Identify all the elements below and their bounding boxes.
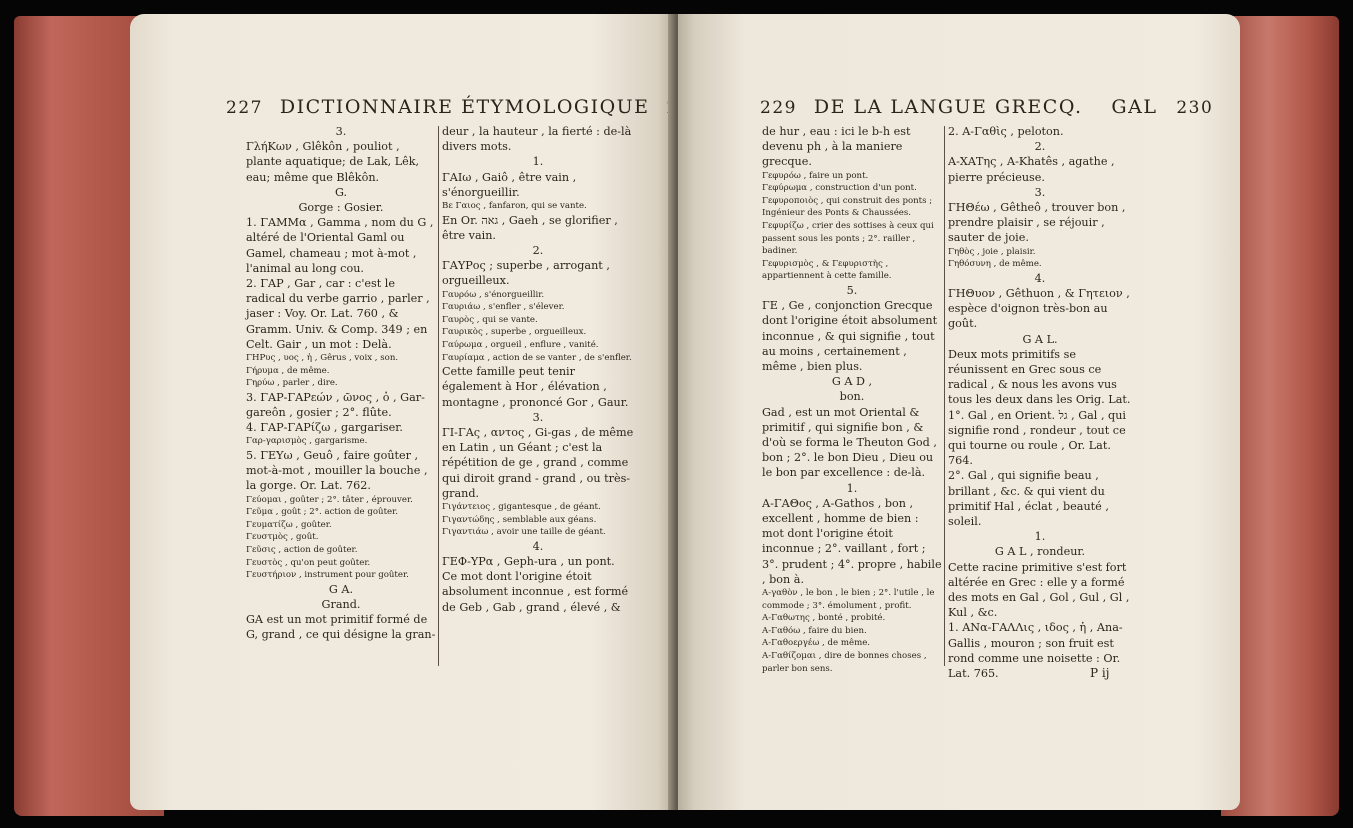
entry-text: Cette famille peut tenir également à Hor , élévation , montagne , prononcé Gor , Gaur. — [442, 365, 629, 409]
text-column — [948, 124, 1132, 681]
section-heading: 5. — [846, 283, 858, 297]
column-rule — [944, 126, 945, 666]
section-heading: 1. — [846, 481, 858, 495]
derived-entry: Α-Γαθόω , faire du bien. — [762, 625, 867, 636]
entry-text: 2. Α-Γαθὶς , peloton. — [948, 125, 1064, 138]
derived-entry: Γευστμὸς , goût. — [246, 532, 319, 543]
derived-entry: Γεφυροποιὸς , qui construit des ponts ; Ingénieur des Ponts & Chaussées. — [762, 195, 933, 219]
derived-entry: Γευστὸς , qu'on peut goûter. — [246, 557, 371, 568]
running-title: DICTIONNAIRE ÉTYMOLOGIQUE — [279, 96, 650, 118]
derived-entry: Α-Γαθοεργέω , de même. — [762, 638, 871, 649]
derived-entry: Γευματίζω , goûter. — [246, 519, 332, 530]
entry-text: Cette racine primitive s'est fort altérée en Grec : elle y a formé des mots en Gal , Gol , Gul , Gl , Kul , &c. — [948, 560, 1130, 620]
derived-entry: Γεφυρισμὸς , & Γεφυριστὴς , appartiennent à cette famille. — [762, 258, 892, 282]
derived-entry: Γαυριάω , s'enfler , s'élever. — [442, 302, 565, 313]
entry-text: Gad , est un mot Oriental & primitif , qui signifie bon , & d'où se forma le Theuton God , bon ; 2°. le bon Dieu , Dieu ou le bon par excellence : de-là. — [762, 405, 937, 480]
section-heading: 1. — [532, 155, 544, 169]
section-heading: 3. — [335, 125, 347, 138]
entry-text: 1°. Gal , en Orient. גל , Gal , qui signifie rond , rondeur , tout ce qui tourne ou roule , Or. Lat. 764. — [948, 408, 1126, 468]
entry-text: 4. ΓΑΡ-ΓΑΡίζω , gargariser. — [246, 421, 403, 435]
page-number: 229 — [760, 98, 797, 118]
derived-entry: Γεῦμα , goût ; 2°. action de goûter. — [246, 507, 399, 518]
derived-entry: Γιγαντιάω , avoir une taille de géant. — [442, 527, 606, 538]
right-page — [678, 14, 1240, 810]
entry-text: de hur , eau : ici le b-h est devenu ph , à la maniere grecque. — [762, 125, 911, 169]
entry-text: Ce mot dont l'origine étoit absolument inconnue , est formé de Geb , Gab , grand , élevé , & — [442, 570, 629, 614]
entry-text: GA est un mot primitif formé de G, grand , ce qui désigne la gran- — [246, 613, 436, 642]
text-column — [762, 124, 942, 675]
derived-entry: Γεφυρίζω , crier des sottises à ceux qui passent sous les ponts ; 2°. railler , badiner. — [762, 220, 934, 257]
derived-entry: Γαυρόω , s'énorgueillir. — [442, 289, 545, 300]
text-column — [246, 124, 436, 643]
running-head-left — [226, 96, 703, 118]
derived-entry: Γεφύρωμα , construction d'un pont. — [762, 183, 917, 194]
entry-text: 1. ΑΝα-ΓΑΛΛις , ιδος , ἡ , Ana-Gallis , mouron ; son fruit est rond comme une noisette : Or. Lat. 765. — [948, 621, 1123, 681]
section-heading: G A D , — [831, 375, 873, 389]
entry-text: 3. ΓΑΡ-ΓΑΡεών , ῶνος , ὁ , Gar-gareôn , gosier ; 2°. flûte. — [246, 390, 425, 420]
column-rule — [438, 126, 439, 666]
derived-entry: Βε Γαιος , fanfaron, qui se vante. — [442, 201, 587, 212]
section-heading: 3. — [532, 410, 544, 424]
entry-text: Α-ΧΑΤης , A-Khatês , agathe , pierre précieuse. — [948, 155, 1115, 184]
entry-text: 2°. Gal , qui signifie beau , brillant , &c. & qui vient du primitif Hal , éclat , beauté , soleil. — [948, 469, 1109, 529]
entry-text: ΓΕΦ-ΥΡα , Geph-ura , un pont. — [442, 555, 615, 568]
text-column — [442, 124, 634, 615]
entry-text: ΓΕ , Ge , conjonction Grecque dont l'origine étoit absolument inconnue , & qui signifie , tout au moins , certainement , même , bien plus. — [762, 299, 938, 373]
entry-text: ΓΗΘέω , Gêtheô , trouver bon , prendre plaisir , se réjouir , sauter de joie. — [948, 201, 1126, 245]
entry-text: Deux mots primitifs se réunissent en Grec sous ce radical , & nous les avons vus tous les deux dans les Orig. Lat. — [948, 347, 1131, 407]
section-heading: G A L , rondeur. — [994, 545, 1086, 559]
entry-text: 2. ΓΑΡ , Gar , car : c'est le radical du verbe garrio , parler , jaser : Voy. Or. Lat. 760 , & Gramm. Univ. & Comp. 349 ; en Celt. Gair , un mot : Delà. — [246, 277, 430, 351]
entry-text: ΓΑΥΡος ; superbe , arrogant , orgueilleux. — [442, 259, 610, 288]
derived-entry: Γιγάντειος , gigantesque , de géant. — [442, 502, 601, 513]
section-heading: Gorge : Gosier. — [298, 201, 384, 215]
section-heading: 2. — [1034, 140, 1046, 154]
derived-entry: Γαρ-γαρισμὸς , gargarisme. — [246, 436, 368, 447]
section-heading: 4. — [532, 539, 544, 553]
entry-text: En Or. גאה , Gaeh , se glorifier , être vain. — [442, 213, 618, 242]
section-heading: G. — [334, 185, 348, 199]
derived-entry: Α-Γαθίζομαι , dire de bonnes choses , parler bon sens. — [762, 650, 927, 674]
derived-entry: Γευστήριον , instrument pour goûter. — [246, 570, 409, 581]
derived-entry: Γαυρικὸς , superbe , orgueilleux. — [442, 327, 587, 338]
derived-entry: Γαυρὸς , qui se vante. — [442, 314, 538, 325]
page-number: 227 — [226, 98, 263, 118]
section-heading: 3. — [1034, 185, 1046, 199]
entry-text: ΓΗΘυον , Gêthuon , & Γητειον , espèce d'oignon très-bon au goût. — [948, 287, 1130, 331]
section-heading: 1. — [1034, 530, 1046, 544]
derived-entry: Γεύομαι , goûter ; 2°. tâter , éprouver. — [246, 494, 413, 505]
running-title: DE LA LANGUE GRECQ. — [813, 96, 1083, 118]
section-heading: 2. — [532, 244, 544, 258]
derived-entry: Γηθὸς , joie , plaisir. — [948, 246, 1036, 257]
derived-entry: ΓΗΡυς , υος , ἡ , Gêrus , voix , son. — [246, 353, 399, 364]
derived-entry: Α-γαθὸν , le bon , le bien ; 2°. l'utile , le commode ; 3°. émolument , profit. — [762, 588, 935, 611]
derived-entry: Γεφυρόω , faire un pont. — [762, 170, 869, 181]
section-heading: bon. — [839, 390, 865, 404]
page-number: 230 — [1176, 98, 1214, 118]
entry-text: Α-ΓΑΘος , A-Gathos , bon , excellent , homme de bien : mot dont l'origine étoit inconnue ; 2°. vaillant , fort ; 3°. prudent ; 4°. propre , habile , bon à. — [762, 496, 942, 586]
entry-text: ΓΙ-ΓΑς , αντος , Gi-gas , de même en Latin , un Géant ; c'est la répétition de ge , grand , comme qui diroit grand - grand , ou très-grand. — [442, 426, 634, 500]
derived-entry: Γηρύω , parler , dire. — [246, 378, 338, 389]
derived-entry: Γηθόσυνη , de même. — [948, 259, 1042, 270]
derived-entry: Γαυρίαμα , action de se vanter , de s'enfler. — [442, 352, 632, 363]
entry-text: 1. ΓΑΜΜα , Gamma , nom du G , altéré de l'Oriental Gaml ou Gamel, chameau ; mot à-mot , l'animal au long cou. — [246, 216, 434, 275]
entry-text: deur , la hauteur , la fierté : de-là divers mots. — [442, 125, 632, 154]
section-heading: G A L. — [1022, 332, 1058, 346]
section-heading: Grand. — [321, 598, 361, 611]
derived-entry: Γεῦσις , action de goûter. — [246, 545, 358, 556]
derived-entry: Γιγαντώδης , semblable aux géans. — [442, 514, 597, 525]
derived-entry: Α-Γαθωτης , bonté , probité. — [762, 613, 886, 624]
entry-text: 5. ΓΕΥω , Geuô , faire goûter , mot-à-mot , mouiller la bouche , la gorge. Or. Lat. 762. — [246, 449, 428, 493]
entry-text: ΓλήΚων , Glêkôn , pouliot , plante aquatique; de Lak, Lêk, eau; même que Blêkôn. — [246, 140, 420, 184]
derived-entry: Γαύρωμα , orgueil , enflure , vanité. — [442, 340, 599, 350]
page-signature: P ij — [1090, 666, 1110, 680]
left-page — [130, 14, 674, 810]
derived-entry: Γήρυμα , de même. — [246, 365, 330, 376]
running-head-right — [760, 96, 1213, 118]
entry-text: ΓΑΙω , Gaiô , être vain , s'énorgueillir. — [442, 170, 577, 199]
section-heading: G A. — [328, 582, 354, 596]
section-head: GAL — [1111, 96, 1158, 118]
section-heading: 4. — [1034, 271, 1046, 285]
